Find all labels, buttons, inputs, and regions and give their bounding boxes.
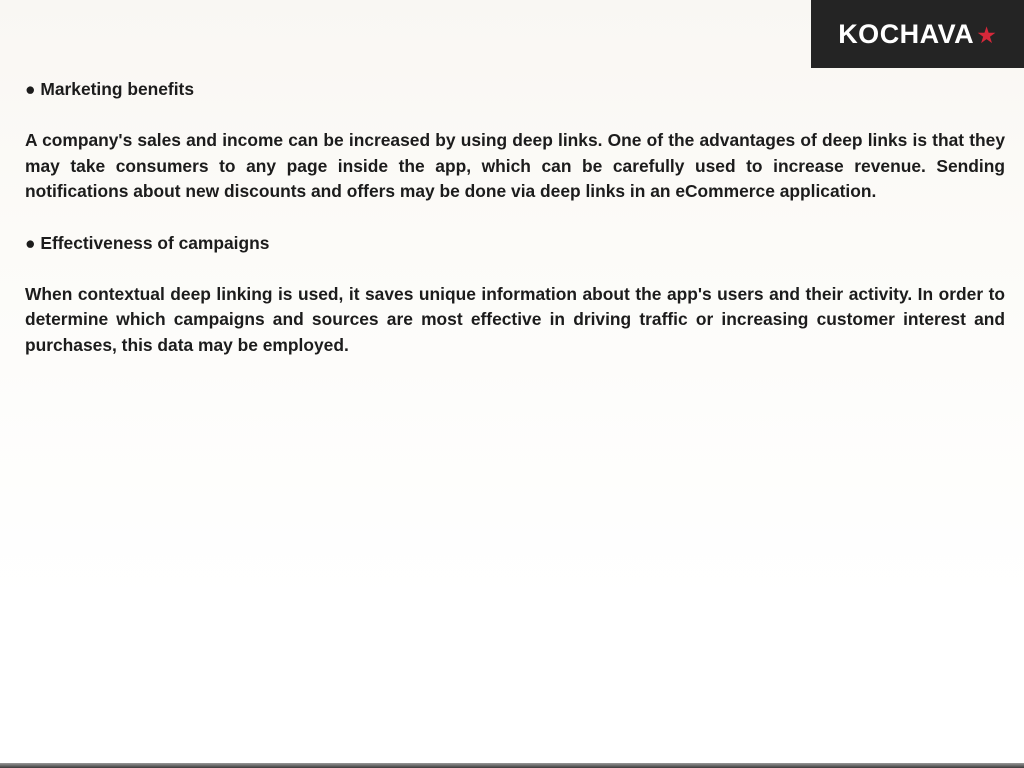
paragraph-effectiveness-of-campaigns: When contextual deep linking is used, it saves unique information about the app's users and their activity. In order to determine which campaigns and sources are most effective in driving traffic or increasing customer interest and purchases, this data may be employed.	[25, 283, 1005, 355]
bullet-icon: ●	[25, 232, 36, 253]
logo-text: KOCHAVA	[838, 18, 975, 49]
heading-text: Effectiveness of campaigns	[40, 232, 270, 253]
section-heading-marketing-benefits	[25, 77, 1005, 103]
star-icon: ★	[976, 21, 997, 48]
bullet-icon: ●	[25, 79, 36, 99]
bottom-divider	[0, 763, 1024, 768]
paragraph-marketing-benefits: A company's sales and income can be increased by using deep links. One of the advantages of deep links is that they may take consumers to any page inside the app, which can be carefully used to increase revenue. Sending notifications about new discounts and offers may be done via deep links in an eCommerce application.	[25, 130, 1005, 202]
kochava-logo	[811, 0, 1024, 68]
document-content	[25, 77, 1005, 384]
heading-text: Marketing benefits	[40, 79, 195, 99]
section-heading-effectiveness-of-campaigns	[25, 231, 1005, 257]
